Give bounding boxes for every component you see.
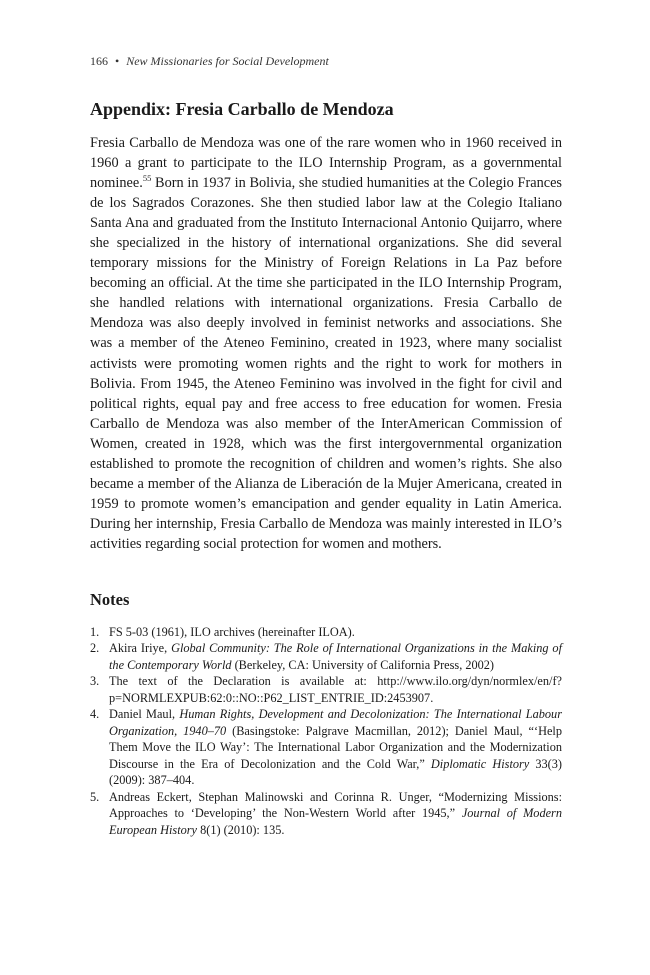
note-text: The text of the Declaration is available at: http://www.ilo.org/dyn/normlex/​en/f?p=NORMLEXPUB:62:0::NO::P62_LIST_ENTRIE_ID:2453907. [109, 674, 562, 705]
note-number: 3. [90, 674, 100, 689]
note-number: 1. [90, 624, 100, 639]
note-text: Akira Iriye, [109, 641, 172, 656]
running-head-bullet: • [115, 54, 120, 68]
note-item [90, 673, 562, 706]
section-title: Appendix: Fresia Carballo de Mendoza [90, 99, 394, 119]
paragraph-text-rest: Born in 1937 in Bolivia, she studied humanities at the Colegio Frances de los Sagrados Corazones. She then studied labor law at the Colegio Italiano Santa Ana and graduated from the Instituto Internacional Antonio Quijarro, where she specialized in the history of international organizations. She did several temporary missions for the Ministry of Foreign Relations in La Paz before becoming an official. At the time she participated in the ILO Internship Program, she handled relations with international organizations. Fresia Carballo de Mendoza was also deeply involved in feminist networks and associations. She was a member of the Ateneo Feminino, created in 1923, where many socialist activists were promoting women rights and the right to work for mothers in Bolivia. From 1945, the Ateneo Feminino was involved in the fight for civil and political rights, equal pay and free access to free education for women. Fresia Carballo de Mendoza was also member of the InterAmerican Commission of Women, created in 1928, which was the first intergovernmental organization established to promote the recognition of children and women’s rights. She also became a member of the Alianza de Liberación de la Mujer Americana, created in 1959 to promote women’s emancipation and gender equality in Latin America. During her internship, Fresia Carballo de Mendoza was mainly interested in ILO’s activities regarding social protection for women and mothers. [90, 175, 562, 552]
note-text: FS 5-03 (1961), ILO archives (hereinafter ILOA). [109, 624, 355, 639]
note-number: 5. [90, 789, 100, 804]
notes-list [90, 624, 562, 839]
note-italic-text: Global Community: The Role of International Organizations in the Making of the Contemporary World [109, 641, 562, 672]
note-text: (Basingstoke: Palgrave Macmillan, 2012); Daniel Maul, “‘Help Them Move the ILO Way’: The International Labor Organization and the Modernization Discourse in the Era of Decolonization and the Cold War,” [109, 723, 562, 771]
running-head [90, 52, 562, 70]
paragraph-text-start: Fresia Carballo de Mendoza was one of the rare women who in 1960 received in 1960 a grant to participate to the ILO Internship Program, as a governmental nominee. [90, 135, 562, 192]
note-text: (Berkeley, CA: University of California Press, 2002) [231, 657, 495, 672]
page-number: 166 [90, 54, 108, 68]
note-item [90, 624, 562, 641]
note-text: 33(3) (2009): 387–404. [109, 756, 562, 788]
note-number: 4. [90, 707, 100, 722]
note-italic-text: Diplomatic History [430, 756, 530, 771]
note-item [90, 640, 562, 673]
note-italic-text: Human Rights, Development and Decolonization: The International Labour Organization, 1940–70 [109, 707, 562, 738]
note-item [90, 706, 562, 789]
notes-heading: Notes [90, 589, 130, 609]
note-text: Andreas Eckert, Stephan Malinowski and Corinna R. Unger, “Modernizing Missions: Approaches to ‘Developing’ the Non-Western World after 1945,” [109, 789, 562, 821]
body-paragraph [90, 133, 562, 554]
note-italic-text: Journal of Modern European History [109, 806, 562, 837]
note-number: 2. [90, 641, 100, 656]
running-head-title: New Missionaries for Social Development [126, 54, 329, 68]
footnote-reference[interactable]: 55 [142, 173, 152, 184]
note-text: 8(1) (2010): 135. [197, 822, 285, 837]
note-text: Daniel Maul, [109, 707, 180, 722]
note-item [90, 789, 562, 839]
